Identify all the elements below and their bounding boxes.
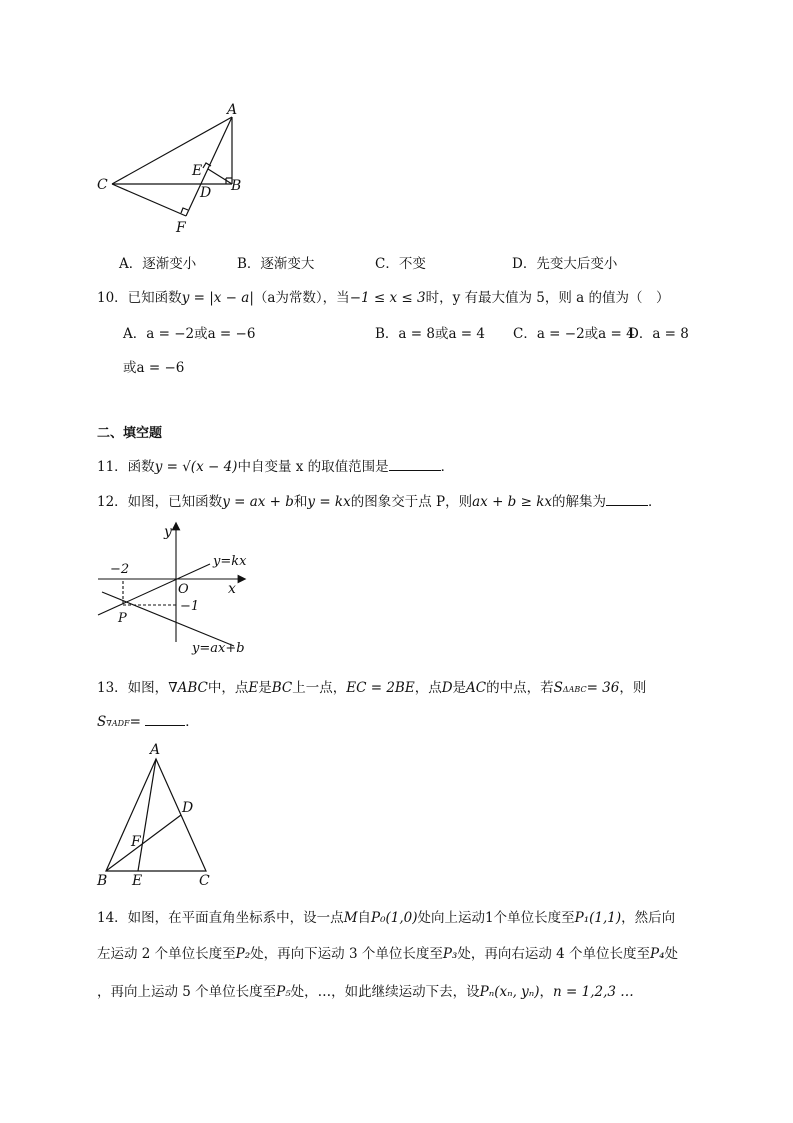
- line-kx-label: y=kx: [213, 554, 247, 569]
- origin-label: O: [178, 582, 189, 597]
- figure-q13: [92, 740, 222, 890]
- label-D: D: [182, 800, 194, 816]
- label-A: A: [150, 742, 161, 758]
- q14-stem-line2: 左运动 2 个单位长度至P₂处，再向下运动 3 个单位长度至P₃处，再向右运动 4 个单位长度至P₄处: [97, 946, 679, 962]
- q10-option-d: D．a = 8: [628, 326, 689, 342]
- label-F: F: [131, 834, 141, 850]
- q10-option-d-cont: 或a = −6: [123, 360, 185, 376]
- q9-option-a: A．逐渐变小: [119, 256, 197, 272]
- q11-stem: 11．函数y = √(x − 4)中自变量 x 的取值范围是 ．: [97, 459, 455, 475]
- y-tick-label: −1: [180, 599, 200, 614]
- q9-option-c: C．不变: [375, 256, 426, 272]
- label-C: C: [97, 177, 108, 193]
- figure-q12: [92, 518, 262, 663]
- q12-answer-blank[interactable]: [606, 493, 648, 506]
- label-A: A: [227, 102, 238, 118]
- label-E: E: [132, 873, 143, 889]
- label-E: E: [192, 163, 203, 179]
- x-tick-label: −2: [110, 562, 130, 577]
- q13-answer-blank[interactable]: [145, 713, 185, 726]
- label-F: F: [176, 220, 186, 236]
- q13-stem-line1: 13．如图，∇ABC中，点E是BC上一点，EC = 2BE，点D是AC的中点，若SΔABC= 36，则: [97, 680, 647, 696]
- q10-option-a: A．a = −2或a = −6: [123, 326, 256, 342]
- x-axis-label: x: [228, 581, 236, 597]
- line-axb-label: y=ax+b: [192, 641, 245, 656]
- label-D: D: [200, 185, 212, 201]
- q9-option-b: B．逐渐变大: [237, 256, 315, 272]
- section-heading-fill-blank: 二、填空题: [97, 426, 163, 441]
- q9-option-d: D．先变大后变小: [512, 256, 618, 272]
- point-P-label: P: [118, 611, 127, 626]
- q12-stem: 12．如图，已知函数y = ax + b和y = kx的图象交于点 P，则ax + b ≥ kx的解集为 ．: [97, 494, 662, 510]
- q11-answer-blank[interactable]: [389, 458, 441, 471]
- q10-option-c: C．a = −2或a = 4: [513, 326, 635, 342]
- q10-option-b: B．a = 8或a = 4: [375, 326, 485, 342]
- q10-stem: 10．已知函数y = |x − a|（a为常数），当−1 ≤ x ≤ 3时，y 有最大值为 5，则 a 的值为（ ）: [97, 290, 670, 306]
- y-axis-label: y: [164, 524, 172, 540]
- q14-stem-line3: ，再向上运动 5 个单位长度至P₅处，…，如此继续运动下去，设Pₙ(xₙ, yₙ)，n = 1,2,3 …: [97, 984, 634, 1000]
- figure-q9: [90, 100, 260, 240]
- q14-stem-line1: 14．如图，在平面直角坐标系中，设一点M自P₀(1,0)处向上运动1个单位长度至P₁(1,1)，然后向: [97, 910, 676, 926]
- q13-stem-line2: S∇ADF= ．: [97, 714, 199, 730]
- label-B: B: [231, 178, 242, 194]
- label-C: C: [199, 873, 210, 889]
- label-B: B: [97, 873, 108, 889]
